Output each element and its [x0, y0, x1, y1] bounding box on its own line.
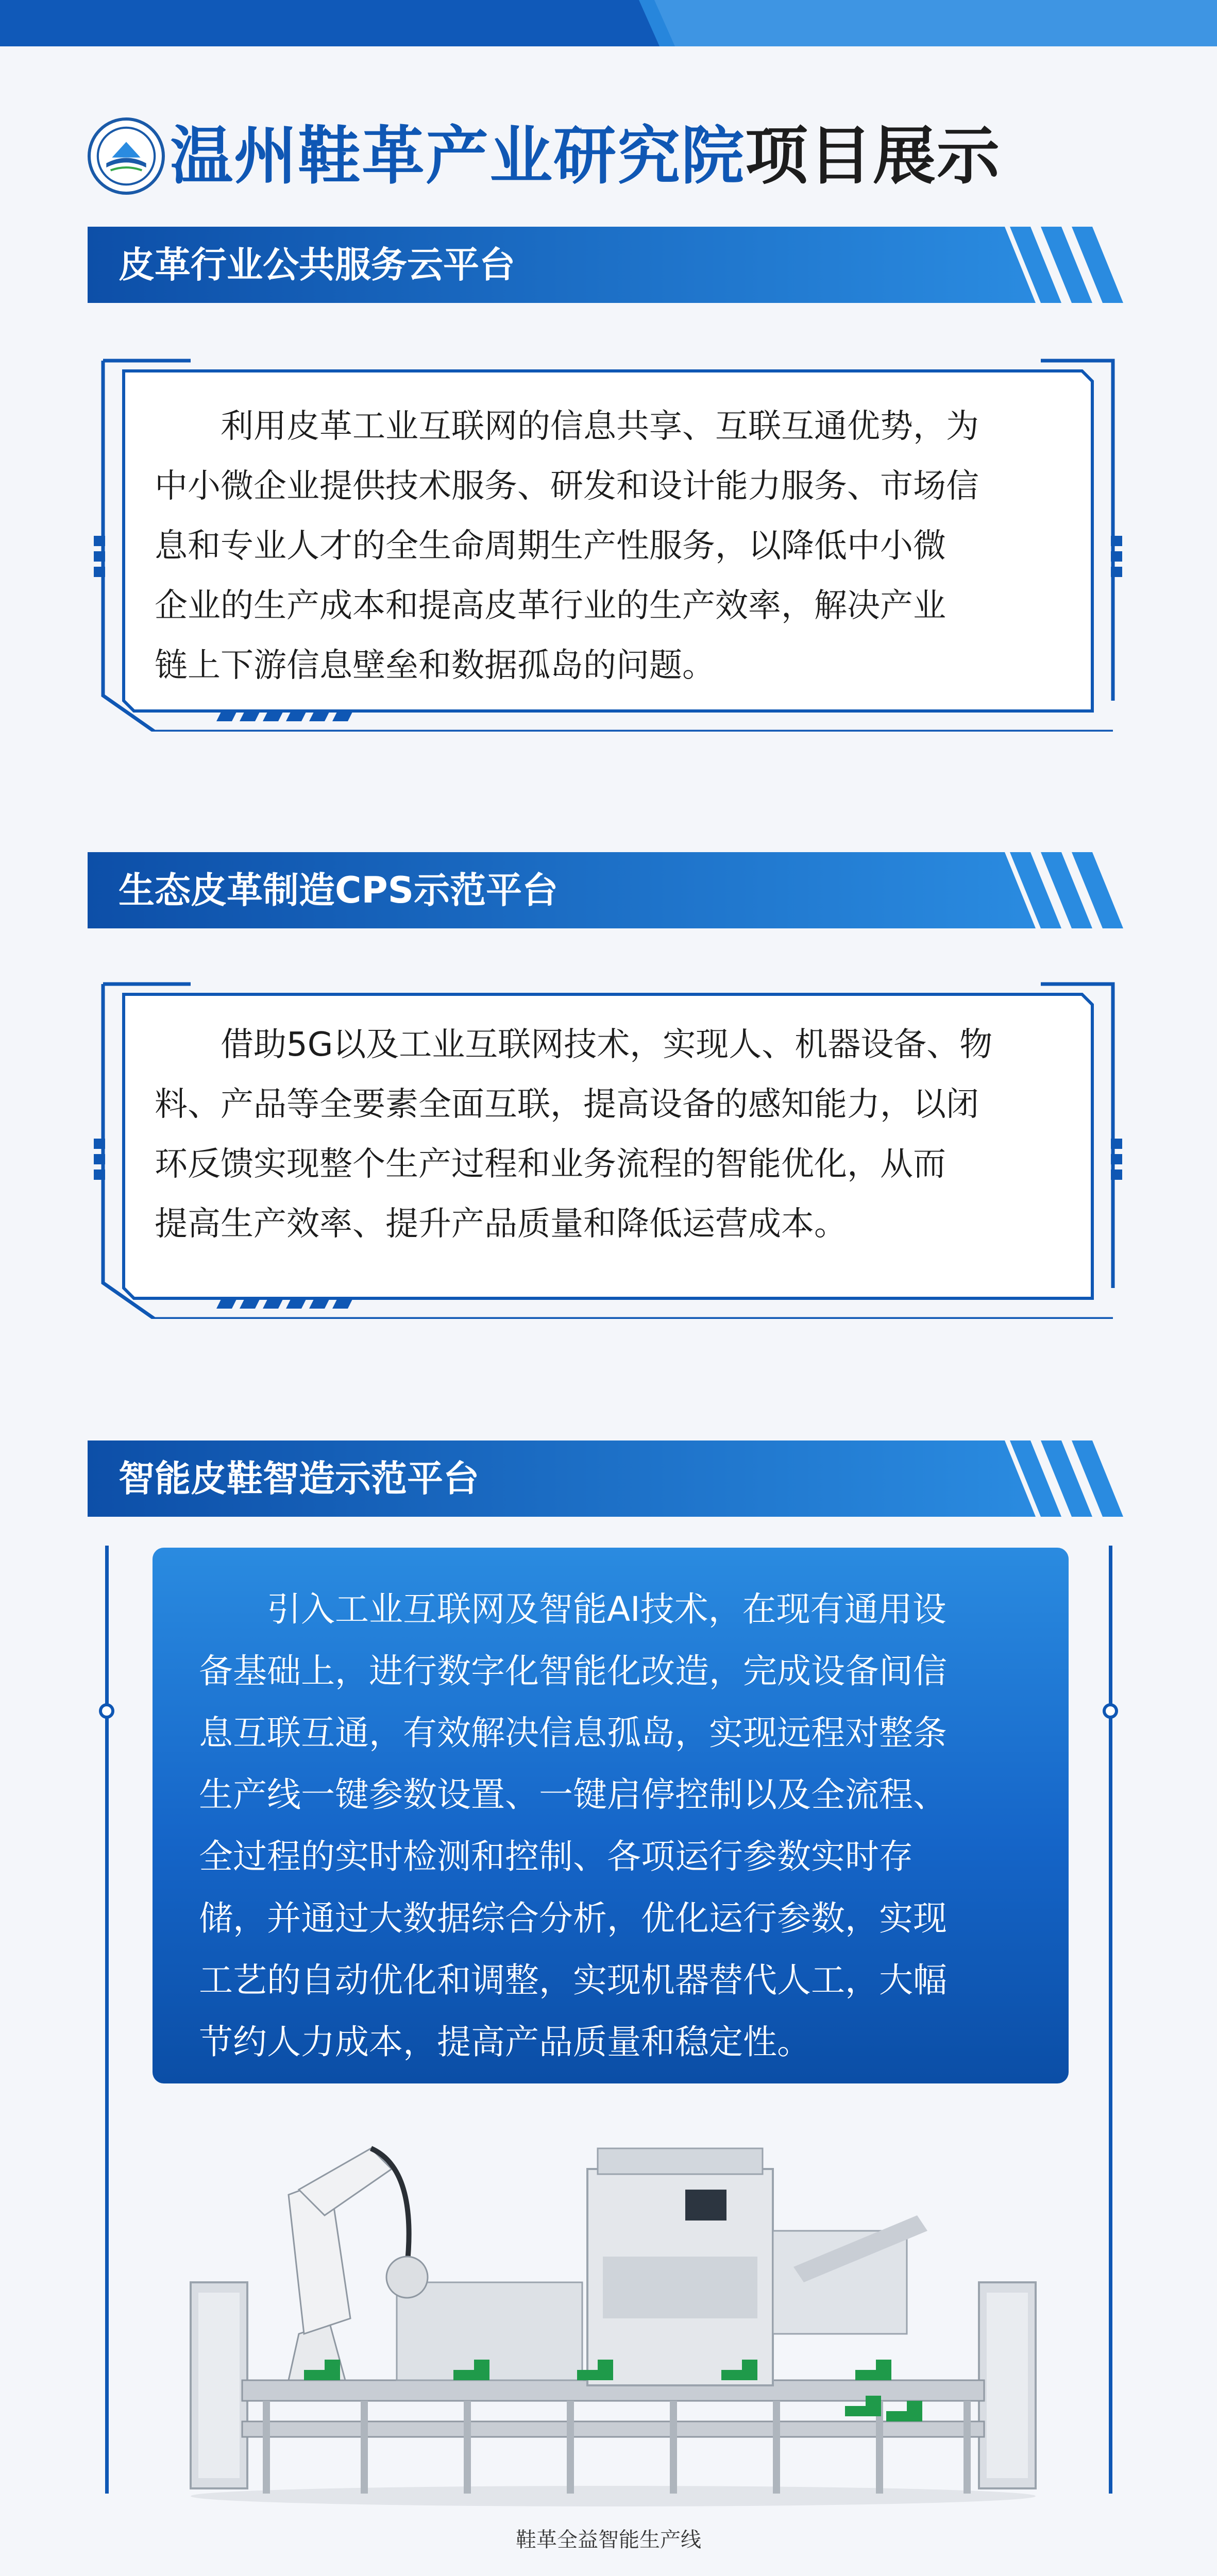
- body-line: 料、产品等全要素全面互联，提高设备的感知能力，以闭: [155, 1086, 979, 1124]
- body-line: 备基础上，进行数字化智能化改造，完成设备间信: [199, 1651, 947, 1691]
- body-line: 储，并通过大数据综合分析，优化运行参数，实现: [199, 1899, 947, 1938]
- body-line: 中小微企业提供技术服务、研发和设计能力服务、市场信: [155, 467, 979, 505]
- production-line-image: [175, 2112, 1051, 2509]
- section-body: [155, 397, 1061, 696]
- right-decor-dot: [1103, 1703, 1118, 1719]
- title-suffix: 项目展示: [745, 120, 1001, 193]
- highlight-box: [153, 1548, 1069, 2083]
- left-decor-dot: [99, 1703, 114, 1719]
- page-title: [170, 112, 1001, 200]
- body-line: 借助5G以及工业互联网技术，实现人、机器设备、物: [221, 1026, 993, 1064]
- body-line: 息和专业人才的全生命周期生产性服务，以降低中小微: [155, 527, 946, 565]
- top-decor-bar: [0, 0, 1217, 46]
- section-title: 生态皮革制造CPS示范平台: [119, 869, 559, 911]
- body-line: 引入工业互联网及智能AI技术，在现有通用设: [267, 1589, 946, 1629]
- section-banner-1: [88, 227, 1128, 303]
- body-line: 节约人力成本，提高产品质量和稳定性。: [199, 2022, 811, 2062]
- body-line: 提高生产效率、提升产品质量和降低运营成本。: [155, 1205, 847, 1243]
- body-line: 利用皮革工业互联网的信息共享、互联互通优势，为: [221, 408, 979, 446]
- image-caption: 鞋革全益智能生产线: [516, 2528, 701, 2552]
- section-banner-3: [88, 1440, 1128, 1517]
- section-frame-2: [88, 963, 1128, 1319]
- section-title: 智能皮鞋智造示范平台: [119, 1458, 479, 1500]
- left-decor-line: [105, 1546, 109, 2494]
- body-line: 息互联互通，有效解决信息孤岛，实现远程对整条: [199, 1713, 947, 1753]
- section-body: [155, 1015, 1061, 1254]
- body-line: 环反馈实现整个生产过程和业务流程的智能优化，从而: [155, 1145, 946, 1183]
- section-body: [199, 1579, 1023, 2073]
- right-decor-line: [1109, 1546, 1112, 2494]
- institute-logo: [88, 117, 165, 195]
- body-line: 企业的生产成本和提高皮革行业的生产效率，解决产业: [155, 587, 946, 625]
- section-title: 皮革行业公共服务云平台: [119, 244, 515, 286]
- body-line: 生产线一键参数设置、一键启停控制以及全流程、: [199, 1775, 947, 1815]
- section-frame-1: [88, 340, 1128, 732]
- body-line: 全过程的实时检测和控制、各项运行参数实时存: [199, 1837, 913, 1876]
- title-institute: 温州鞋革产业研究院: [170, 120, 745, 193]
- body-line: 工艺的自动优化和调整，实现机器替代人工，大幅: [199, 1960, 947, 2000]
- body-line: 链上下游信息壁垒和数据孤岛的问题。: [155, 647, 715, 685]
- section-banner-2: [88, 852, 1128, 928]
